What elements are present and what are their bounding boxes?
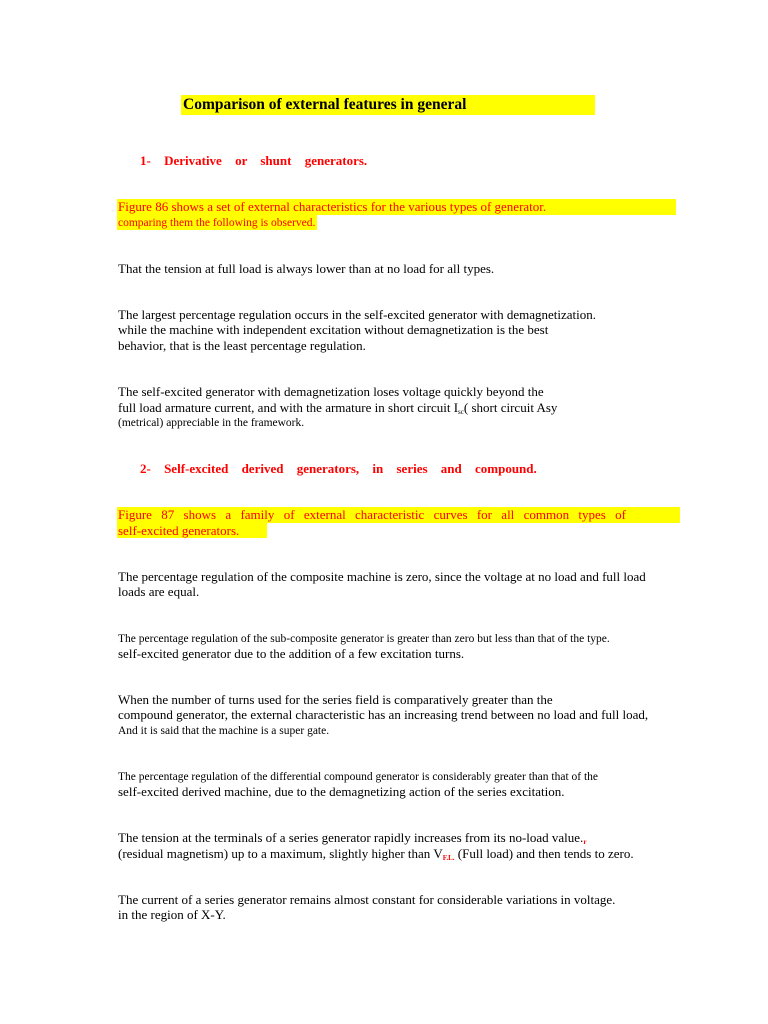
- paragraph-line: self-excited derived machine, due to the demagnetizing action of the series excitation.: [118, 784, 565, 799]
- section-heading-2: 2- Self-excited derived generators, in series and compound.: [140, 461, 537, 476]
- paragraph-line: When the number of turns used for the series field is comparatively greater than the: [118, 692, 553, 707]
- paragraph-line: full load armature current, and with the armature in short circuit $I_{sc}$( short circuit Asy: [118, 400, 558, 416]
- paragraph-line: behavior, that is the least percentage regulation.: [118, 338, 366, 353]
- paragraph-line: The largest percentage regulation occurs in the self-excited generator with demagnetization.: [118, 307, 597, 322]
- paragraph-line: self-excited generators.: [118, 523, 240, 538]
- paragraph-line: Figure 87 shows a family of external characteristic curves for all common types of: [118, 507, 626, 522]
- paragraph-line: while the machine with independent excitation without demagnetization is the best: [118, 322, 549, 337]
- paragraph-line: comparing them the following is observed.: [118, 217, 316, 229]
- paragraph-line: in the region of X-Y.: [118, 907, 226, 922]
- paragraph-line: (metrical) appreciable in the framework.: [118, 417, 305, 429]
- paragraph-line: (residual magnetism) up to a maximum, slightly higher than VF.L. (Full load) and then tends to zero.: [118, 846, 634, 862]
- paragraph-line: The tension at the terminals of a series generator rapidly increases from its no-load value.r: [118, 830, 587, 846]
- paragraph-line: The percentage regulation of the differential compound generator is considerably greater than that of the: [118, 771, 599, 783]
- paragraph-line: Figure 86 shows a set of external characteristics for the various types of generator.: [118, 199, 547, 214]
- paragraph-line: That the tension at full load is always lower than at no load for all types.: [118, 261, 495, 276]
- paragraph-line: loads are equal.: [118, 584, 200, 599]
- section-heading-1: 1- Derivative or shunt generators.: [140, 153, 368, 168]
- paragraph-line: self-excited generator due to the addition of a few excitation turns.: [118, 646, 465, 661]
- page-title: Comparison of external features in general: [181, 95, 595, 115]
- paragraph-line: And it is said that the machine is a super gate.: [118, 725, 330, 737]
- paragraph-line: The self-excited generator with demagnetization loses voltage quickly beyond the: [118, 384, 544, 399]
- paragraph-line: The percentage regulation of the composite machine is zero, since the voltage at no load and full load: [118, 569, 646, 584]
- paragraph-line: compound generator, the external characteristic has an increasing trend between no load and full load,: [118, 707, 649, 722]
- paragraph-line: The current of a series generator remains almost constant for considerable variations in voltage.: [118, 892, 616, 907]
- paragraph-line: The percentage regulation of the sub-composite generator is greater than zero but less than that of the type.: [118, 633, 610, 645]
